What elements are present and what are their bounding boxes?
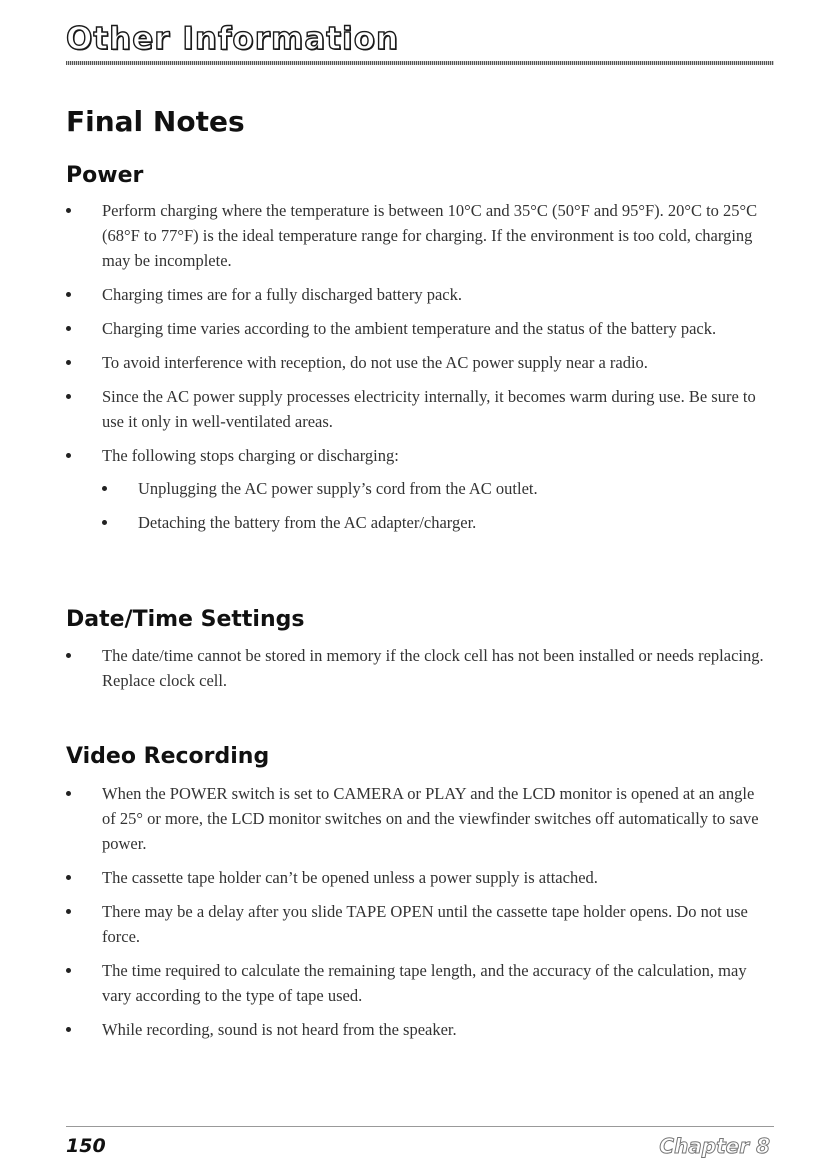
bullet-icon: [66, 360, 71, 365]
list-item: To avoid interference with reception, do not use the AC power supply near a radio.: [66, 350, 766, 375]
bullet-icon: [66, 394, 71, 399]
list-item: While recording, sound is not heard from the speaker.: [66, 1017, 766, 1042]
list-item: The date/time cannot be stored in memory if the clock cell has not been installed or needs replacing. Replace clock cell.: [66, 643, 766, 693]
section-title-datetime: Date/Time Settings: [66, 607, 305, 632]
header-rule: [66, 61, 774, 65]
bullet-icon: [66, 875, 71, 880]
bullet-icon: [102, 486, 107, 491]
page-title: Final Notes: [66, 105, 245, 138]
bullet-icon: [66, 791, 71, 796]
datetime-list: [66, 643, 766, 702]
bullet-icon: [102, 520, 107, 525]
bullet-icon: [66, 208, 71, 213]
list-item: The cassette tape holder can’t be opened unless a power supply is attached.: [66, 865, 766, 890]
list-item: Charging times are for a fully discharged battery pack.: [66, 282, 766, 307]
sub-list-item: Unplugging the AC power supply’s cord from the AC outlet.: [102, 476, 766, 501]
chapter-label: Chapter 8: [659, 1134, 770, 1158]
list-item: There may be a delay after you slide TAPE OPEN until the cassette tape holder opens. Do not use force.: [66, 899, 766, 949]
section-title-power: Power: [66, 163, 144, 188]
power-sub-list: [102, 476, 766, 535]
video-list: [66, 781, 766, 1051]
list-item: When the POWER switch is set to CAMERA or PLAY and the LCD monitor is opened at an angle of 25° or more, the LCD monitor switches on and the viewfinder switches off automatically to save power.: [66, 781, 766, 856]
power-list: [66, 198, 766, 544]
bullet-icon: [66, 968, 71, 973]
bullet-icon: [66, 909, 71, 914]
running-header: Other Information: [66, 21, 400, 57]
page-number: 150: [66, 1135, 106, 1157]
section-title-video: Video Recording: [66, 744, 270, 769]
bullet-icon: [66, 292, 71, 297]
bullet-icon: [66, 653, 71, 658]
bullet-icon: [66, 1027, 71, 1032]
list-item: Since the AC power supply processes electricity internally, it becomes warm during use. Be sure to use it only in well-ventilated areas.: [66, 384, 766, 434]
list-item: Perform charging where the temperature is between 10°C and 35°C (50°F and 95°F). 20°C to 25°C (68°F to 77°F) is the ideal temperature range for charging. If the environment is too cold, charging may be incomplete.: [66, 198, 766, 273]
bullet-icon: [66, 453, 71, 458]
list-item: The following stops charging or discharging: Unplugging the AC power supply’s cord from the AC outlet. Detaching the battery from the AC adapter/charger.: [66, 443, 766, 535]
sub-list-item: Detaching the battery from the AC adapter/charger.: [102, 510, 766, 535]
list-item: The time required to calculate the remaining tape length, and the accuracy of the calculation, may vary according to the type of tape used.: [66, 958, 766, 1008]
footer-rule: [66, 1126, 774, 1127]
bullet-icon: [66, 326, 71, 331]
list-item: Charging time varies according to the ambient temperature and the status of the battery pack.: [66, 316, 766, 341]
